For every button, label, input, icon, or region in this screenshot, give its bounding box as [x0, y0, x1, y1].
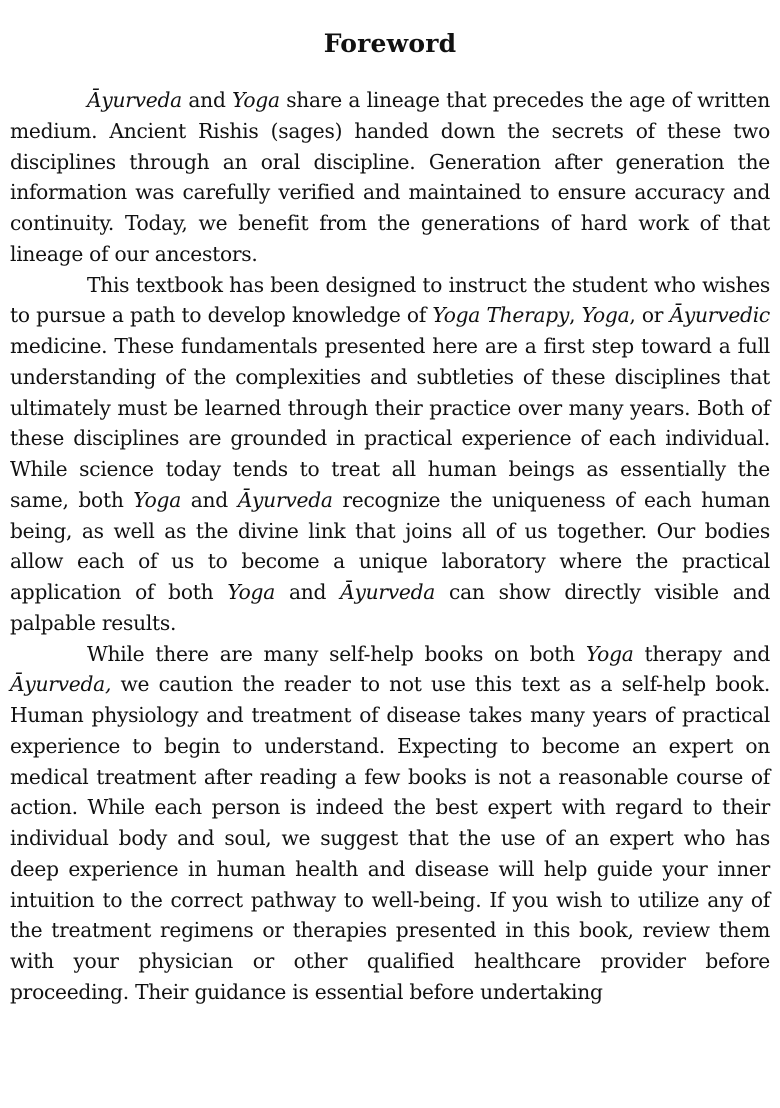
page-title: Foreword [323, 29, 457, 58]
text-segment: recognize the uniqueness of each human being, as well as the divine link that joins all of us together. Our bodies allow each of us to become a unique laboratory where the practical application of both [10, 487, 771, 604]
paragraph-2 [10, 270, 770, 639]
text-segment: therapy and [633, 641, 771, 666]
text-segment: medicine. These fundamentals presented here are a first step toward a full understanding of the complexities and subtleties of these disciplines that ultimately must be learned through their practice over many years. Both of these disciplines are grounded in practical experience of each individual. While science today tends to treat all human beings as essentially the same, both [10, 334, 770, 512]
paragraph-3 [10, 639, 770, 1008]
text-segment: Āyurveda [237, 487, 333, 512]
text-segment: we caution the reader to not use this text as a self-help book. Human physiology and treatment of disease takes many years of practical experience to begin to understand. Expecting to become an expert on medical treatment after reading a few books is not a reasonable course of action. While each person is indeed the best expert with regard to their individual body and soul, we suggest that the use of an expert who has deep experience in human health and disease will help guide your inner intuition to the correct pathway to well-being. If you wish to utilize any of the treatment regimens or therapies presented in this book, review them with your physician or other qualified healthcare provider before proceeding. Their guidance is essential before undertaking [10, 672, 770, 1004]
text-segment: Yoga [232, 88, 280, 112]
text-segment: Yoga [585, 641, 634, 666]
text-segment: Āyurveda [87, 88, 182, 112]
text-segment: While there are many self-help books on both [87, 641, 586, 666]
text-segment: , or [629, 303, 670, 328]
text-segment: can show directly visible and palpable results. [10, 580, 770, 635]
text-segment: and [181, 88, 233, 112]
text-segment: , [569, 303, 582, 328]
text-segment: Yoga [581, 303, 630, 328]
text-segment: Yoga [227, 580, 275, 604]
text-segment: Āyurveda, [10, 672, 112, 697]
paragraph-1 [10, 85, 770, 270]
text-segment: Āyurveda [340, 580, 436, 604]
text-segment: Yoga [133, 487, 182, 512]
text-segment: This textbook has been designed to instruct the student who wishes to pursue a path to develop knowledge of [10, 272, 770, 328]
text-segment: Āyurvedic [669, 303, 770, 328]
text-segment: Yoga Therapy [432, 303, 570, 328]
text-segment: and [275, 580, 341, 604]
document-page [10, 0, 770, 1008]
text-segment: share a lineage that precedes the age of written medium. Ancient Rishis (sages) handed down the secrets of these two disciplines through an oral discipline. Generation after generation the information was carefully verified and maintained to ensure accuracy and continuity. Today, we benefit from the generations of hard work of that lineage of our ancestors. [10, 88, 770, 266]
text-segment: and [181, 487, 238, 512]
